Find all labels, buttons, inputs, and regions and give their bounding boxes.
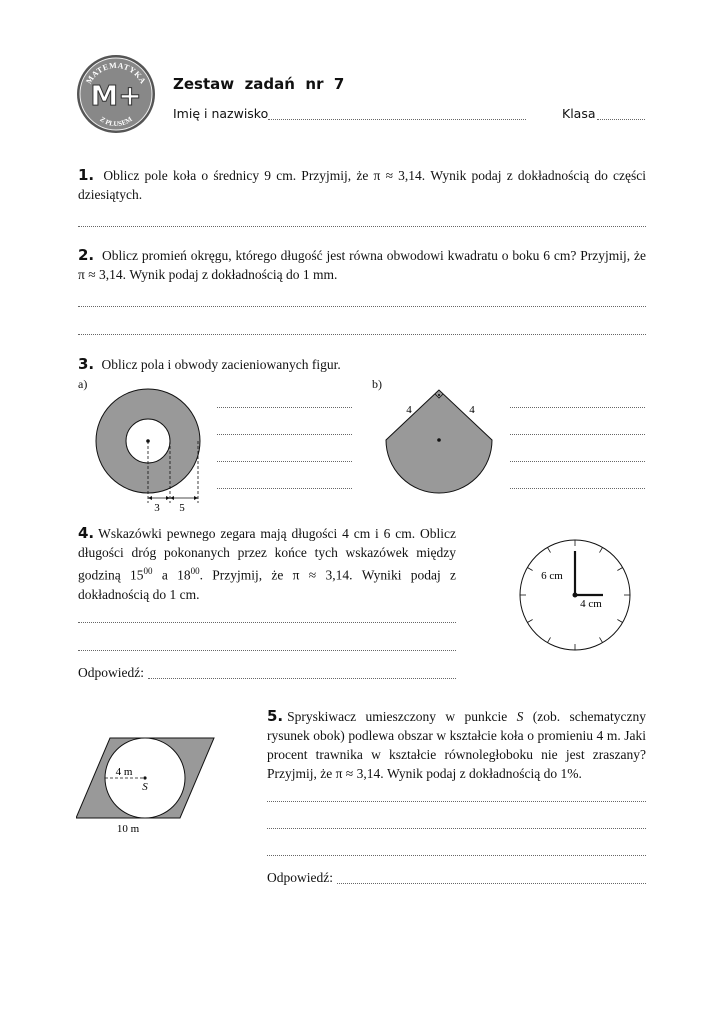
answer-line[interactable] [510, 488, 645, 489]
name-field[interactable] [268, 119, 526, 120]
question-1 [78, 166, 646, 204]
name-label: Imię i nazwisko [173, 106, 269, 121]
answer-line[interactable] [78, 650, 456, 651]
answer-field[interactable] [337, 883, 646, 884]
radius-label: 4 m [115, 766, 133, 778]
sup-00: 00 [143, 566, 153, 576]
question-3-number: 3. [78, 355, 95, 373]
answer-line[interactable] [510, 461, 645, 462]
page-title: Zestaw zadań nr 7 [173, 75, 345, 93]
question-5-text-1: Spryskiwacz umieszczony w punkcie [287, 709, 517, 724]
answer-line[interactable] [78, 306, 646, 307]
logo-top-text: MATEMATYKA [84, 60, 148, 86]
side-right-label: 4 [469, 404, 475, 416]
point-s: S [516, 709, 524, 724]
logo-bottom-text: Z PLUSEM [98, 115, 134, 129]
clock-label-6cm: 6 cm [541, 570, 563, 582]
figure-a-annulus [90, 385, 210, 515]
figure-b-label: b) [372, 377, 382, 391]
question-4 [78, 524, 456, 604]
dimension-3: 3 [154, 502, 160, 514]
point-s-label: S [142, 781, 148, 793]
question-2-number: 2. [78, 246, 95, 264]
question-4-number: 4. [78, 524, 95, 542]
figure-b-sector [380, 380, 505, 500]
clock-figure [515, 535, 635, 655]
question-2 [78, 246, 646, 284]
logo-letters: M+ [90, 79, 142, 112]
class-field[interactable] [597, 119, 645, 120]
question-4-text-2: a 18 [152, 567, 191, 583]
question-5 [267, 707, 646, 783]
question-1-text: Oblicz pole koła o średnicy 9 cm. Przyjmij, że π ≈ 3,14. Wynik podaj z dokładnością do części dziesiątych. [78, 168, 646, 202]
answer-line[interactable] [267, 828, 646, 829]
answer-line[interactable] [217, 461, 352, 462]
clock-label-4cm: 4 cm [580, 598, 602, 610]
logo [76, 54, 156, 134]
question-1-number: 1. [78, 166, 95, 184]
answer-line[interactable] [78, 622, 456, 623]
side-left-label: 4 [406, 404, 412, 416]
question-4-text-3: . Przyjmij, że π ≈ 3,14. Wyniki podaj z dokładnością do 1 cm. [78, 567, 456, 602]
answer-line[interactable] [267, 801, 646, 802]
answer-label: Odpowiedź: [78, 665, 144, 680]
answer-line[interactable] [267, 855, 646, 856]
question-3-text: Oblicz pola i obwody zacieniowanych figur. [101, 357, 341, 372]
answer-line[interactable] [78, 226, 646, 227]
answer-line[interactable] [217, 488, 352, 489]
answer-line[interactable] [510, 434, 645, 435]
question-5-number: 5. [267, 707, 284, 725]
answer-label: Odpowiedź: [267, 870, 333, 885]
class-label: Klasa [562, 106, 596, 121]
answer-line[interactable] [510, 407, 645, 408]
question-5-text-2: (zob. schematyczny rysunek obok) podlewa obszar w kształcie koła o promieniu 4 m. Jaki procent trawnika w kształcie równoległoboku nie jest zraszany? Przyjmij, że π ≈ 3,14. Wynik podaj z dokładnością do 1%. [267, 709, 646, 781]
dimension-5: 5 [179, 502, 185, 514]
question-3 [78, 355, 646, 374]
answer-field[interactable] [148, 678, 456, 679]
answer-line[interactable] [217, 407, 352, 408]
answer-line[interactable] [78, 334, 646, 335]
sup-00: 00 [190, 566, 200, 576]
parallelogram-figure [76, 733, 221, 838]
figure-a-label: a) [78, 377, 88, 391]
answer-line[interactable] [217, 434, 352, 435]
question-2-text: Oblicz promień okręgu, którego długość jest równa obwodowi kwadratu o boku 6 cm? Przyjmij, że π ≈ 3,14. Wynik podaj z dokładnością do 1 mm. [78, 248, 646, 282]
base-label: 10 m [116, 823, 140, 835]
question-4-text-1: Wskazówki pewnego zegara mają długości 4 cm i 6 cm. Oblicz długości dróg pokonanych przez końce tych wskazówek między godziną 15 [78, 526, 456, 583]
